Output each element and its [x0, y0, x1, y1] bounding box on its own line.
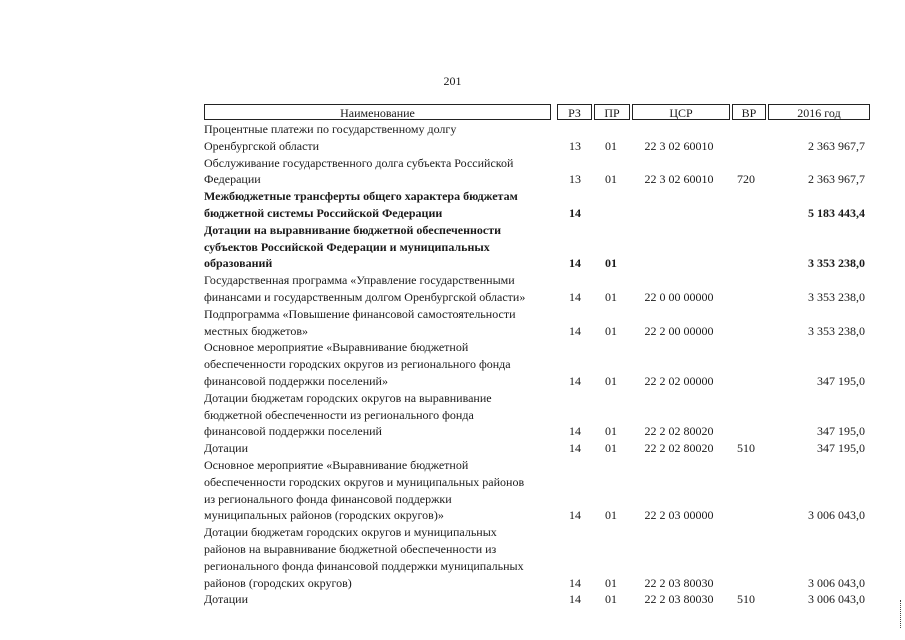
row-amount: 3 006 043,0 [808, 592, 865, 607]
budget-table [204, 104, 870, 608]
row-amount: 2 363 967,7 [808, 138, 865, 153]
row-vr: 510 [737, 592, 755, 607]
scan-edge-mark [900, 600, 902, 628]
row-csr: 22 2 02 80020 [644, 441, 714, 456]
row-pr: 01 [605, 575, 617, 590]
row-pr: 01 [605, 138, 617, 153]
row-name [204, 457, 549, 524]
header-pr: ПР [594, 104, 630, 120]
row-name [204, 306, 549, 340]
row-amount: 347 195,0 [817, 373, 865, 388]
row-name-line: финансами и государственным долгом Оренбургской области» [204, 289, 526, 304]
row-pr: 01 [605, 172, 617, 187]
row-name [204, 339, 549, 389]
row-vr: 720 [737, 172, 755, 187]
row-name-line: обеспеченности городских округов и муниципальных районов [204, 474, 525, 489]
row-csr: 22 2 03 80030 [644, 592, 714, 607]
row-name-line: субъектов Российской Федерации и муниципальных [204, 239, 490, 254]
header-year: 2016 год [768, 104, 870, 120]
header-csr: ЦСР [632, 104, 730, 120]
row-amount: 3 353 238,0 [808, 256, 865, 271]
row-pr: 01 [605, 424, 617, 439]
row-name-line: финансовой поддержки поселений [204, 424, 382, 439]
table-row [204, 390, 870, 440]
row-name-line: Дотации бюджетам городских округов на выравнивание [204, 390, 492, 405]
table-row [204, 188, 870, 222]
row-name-line: бюджетной обеспеченности из регионального фонда [204, 407, 474, 422]
row-amount: 347 195,0 [817, 441, 865, 456]
row-name [204, 272, 549, 306]
row-rz: 14 [569, 289, 581, 304]
row-pr: 01 [605, 289, 617, 304]
row-name-line: Основное мероприятие «Выравнивание бюджетной [204, 340, 469, 355]
row-name-line: Дотации [204, 592, 249, 607]
row-amount: 3 006 043,0 [808, 508, 865, 523]
row-name-line: Оренбургской области [204, 138, 320, 153]
row-name-line: бюджетной системы Российской Федерации [204, 205, 443, 220]
row-rz: 14 [569, 592, 581, 607]
row-rz: 14 [569, 424, 581, 439]
row-amount: 5 183 443,4 [808, 205, 865, 220]
row-name-line: Основное мероприятие «Выравнивание бюджетной [204, 457, 469, 472]
row-name-line: Дотации на выравнивание бюджетной обеспеченности [204, 222, 502, 237]
row-rz: 14 [569, 323, 581, 338]
row-csr: 22 2 03 80030 [644, 575, 714, 590]
row-rz: 14 [569, 441, 581, 456]
header-name: Наименование [204, 104, 551, 120]
row-pr: 01 [605, 592, 617, 607]
row-pr: 01 [605, 323, 617, 338]
table-row [204, 155, 870, 189]
row-name-line: регионального фонда финансовой поддержки муниципальных [204, 558, 524, 573]
row-name-line: Дотации [204, 441, 249, 456]
row-name-line: финансовой поддержки поселений» [204, 373, 388, 388]
row-name-line: образований [204, 256, 273, 271]
row-name [204, 155, 549, 189]
row-vr: 510 [737, 441, 755, 456]
row-name-line: Обслуживание государственного долга субъекта Российской [204, 155, 514, 170]
table-row [204, 524, 870, 591]
row-csr: 22 2 02 00000 [644, 373, 714, 388]
row-csr: 22 3 02 60010 [644, 138, 714, 153]
row-amount: 3 006 043,0 [808, 575, 865, 590]
row-rz: 13 [569, 172, 581, 187]
row-amount: 3 353 238,0 [808, 289, 865, 304]
row-csr: 22 2 03 00000 [644, 508, 714, 523]
page-number: 201 [443, 74, 462, 88]
row-name-line: Дотации бюджетам городских округов и муниципальных [204, 525, 497, 540]
row-pr: 01 [605, 508, 617, 523]
row-amount: 347 195,0 [817, 424, 865, 439]
row-pr: 01 [605, 256, 617, 271]
row-name-line: из регионального фонда финансовой поддержки [204, 491, 452, 506]
table-row [204, 222, 870, 272]
row-name [204, 121, 549, 155]
table-header [204, 104, 870, 121]
row-name-line: Государственная программа «Управление государственными [204, 273, 515, 288]
row-rz: 14 [569, 256, 581, 271]
header-rz: РЗ [557, 104, 592, 120]
table-row [204, 457, 870, 524]
row-name-line: районов (городских округов) [204, 575, 352, 590]
row-csr: 22 3 02 60010 [644, 172, 714, 187]
table-row [204, 339, 870, 389]
header-vr: ВР [732, 104, 766, 120]
table-row [204, 591, 870, 608]
row-name-line: Процентные платежи по государственному долгу [204, 122, 457, 136]
row-csr: 22 2 02 80020 [644, 424, 714, 439]
row-rz: 13 [569, 138, 581, 153]
row-csr: 22 0 00 00000 [644, 289, 714, 304]
table-row [204, 306, 870, 340]
row-name-line: муниципальных районов (городских округов)» [204, 508, 444, 523]
row-name [204, 390, 549, 440]
table-body [204, 121, 870, 608]
row-name [204, 440, 549, 457]
row-name-line: Подпрограмма «Повышение финансовой самостоятельности [204, 306, 516, 321]
row-name-line: обеспеченности городских округов из регионального фонда [204, 357, 511, 372]
row-name-line: Федерации [204, 172, 261, 187]
row-name-line: Межбюджетные трансферты общего характера бюджетам [204, 189, 518, 204]
row-rz: 14 [569, 373, 581, 388]
row-amount: 3 353 238,0 [808, 323, 865, 338]
row-name [204, 222, 549, 272]
table-row [204, 440, 870, 457]
row-name-line: местных бюджетов» [204, 323, 309, 338]
row-rz: 14 [569, 205, 581, 220]
row-name [204, 524, 549, 591]
row-name [204, 188, 549, 222]
row-pr: 01 [605, 373, 617, 388]
row-rz: 14 [569, 575, 581, 590]
table-row [204, 272, 870, 306]
row-rz: 14 [569, 508, 581, 523]
row-amount: 2 363 967,7 [808, 172, 865, 187]
table-row [204, 121, 870, 155]
row-csr: 22 2 00 00000 [644, 323, 714, 338]
row-name-line: районов на выравнивание бюджетной обеспеченности из [204, 541, 497, 556]
row-pr: 01 [605, 441, 617, 456]
row-name [204, 591, 549, 608]
